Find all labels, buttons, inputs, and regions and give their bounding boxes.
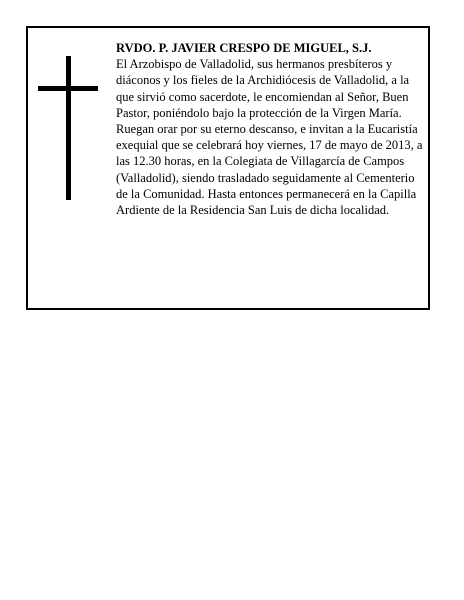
cross-icon [38,56,98,200]
cross-vertical-bar [66,56,71,200]
notice-text-block [116,40,424,218]
obituary-notice-frame [26,26,430,310]
notice-paragraph-funeral-details: Ruegan orar por su eterno descanso, e invitan a la Eucaristía exequial que se celebrará hoy viernes, 17 de mayo de 2013, a las 12.30 horas, en la Colegiata de Villagarcía de Campos (Valladolid), siendo trasladado seguidamente al Cementerio de la Comunidad. Hasta entonces permanecerá en la Capilla Ardiente de la Residencia San Luis de dicha localidad. [116,122,423,218]
deceased-name-title: RVDO. P. JAVIER CRESPO DE MIGUEL, S.J. [116,41,372,55]
cross-horizontal-bar [38,86,98,91]
notice-paragraph-condolence: El Arzobispo de Valladolid, sus hermanos presbíteros y diáconos y los fieles de la Archidiócesis de Valladolid, a la que sirvió como sacerdote, le encomiendan al Señor, Buen Pastor, poniéndolo bajo la protección de la Virgen María. [116,57,410,120]
